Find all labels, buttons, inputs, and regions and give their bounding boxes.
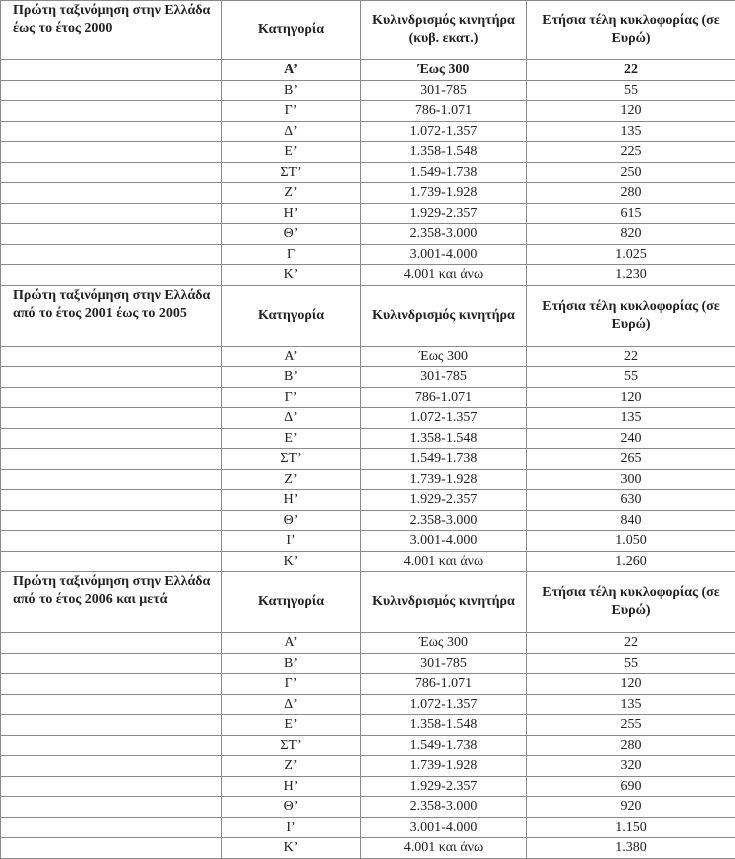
fee-cell: 820 [527,224,735,245]
category-cell: Α’ [222,346,361,367]
engine-cell: 1.929-2.357 [361,776,527,797]
table-row [1,756,735,777]
section-2-engine-header: Κυλινδρισμός κινητήρα [361,285,527,346]
section-1-category-header: Κατηγορία [222,1,361,60]
fee-cell: 280 [527,183,735,204]
empty-cell [1,162,222,183]
fee-cell: 1.260 [527,551,735,572]
empty-cell [1,142,222,163]
category-cell: Η’ [222,490,361,511]
category-cell: Ε’ [222,715,361,736]
fee-cell: 1.025 [527,244,735,265]
fee-cell: 320 [527,756,735,777]
table-row [1,387,735,408]
empty-cell [1,715,222,736]
category-cell: Κ’ [222,838,361,859]
table-row [1,469,735,490]
category-cell: Ι’ [222,531,361,552]
fee-cell: 120 [527,101,735,122]
engine-cell: 1.739-1.928 [361,469,527,490]
table-row [1,694,735,715]
section-2-registration-period-header: Πρώτη ταξινόμηση στην Ελλάδα από το έτος 2001 έως το 2005 [1,285,222,346]
table-row [1,551,735,572]
empty-cell [1,797,222,818]
table-row [1,121,735,142]
fee-cell: 120 [527,387,735,408]
engine-cell: 4.001 και άνω [361,265,527,286]
table-row [1,653,735,674]
engine-cell: Έως 300 [361,346,527,367]
table-row [1,428,735,449]
empty-cell [1,838,222,859]
empty-cell [1,817,222,838]
fee-cell: 630 [527,490,735,511]
table-row [1,510,735,531]
empty-cell [1,469,222,490]
category-cell: Κ’ [222,551,361,572]
table-row [1,674,735,695]
engine-cell: Έως 300 [361,633,527,654]
section-1-engine-header: Κυλινδρισμός κινητήρα (κυβ. εκατ.) [361,1,527,60]
category-cell: ΣΤ’ [222,449,361,470]
empty-cell [1,80,222,101]
category-cell: Γ’ [222,101,361,122]
table-row [1,183,735,204]
table-row [1,60,735,81]
empty-cell [1,121,222,142]
engine-cell: 1.358-1.548 [361,715,527,736]
table-row [1,265,735,286]
engine-cell: 1.072-1.357 [361,408,527,429]
category-cell: Θ’ [222,510,361,531]
table-row [1,490,735,511]
fee-cell: 22 [527,60,735,81]
empty-cell [1,408,222,429]
engine-cell: 1.358-1.548 [361,142,527,163]
empty-cell [1,756,222,777]
engine-cell: 1.072-1.357 [361,121,527,142]
category-cell: Ζ’ [222,756,361,777]
engine-cell: 4.001 και άνω [361,551,527,572]
fee-cell: 255 [527,715,735,736]
fee-cell: 1.230 [527,265,735,286]
category-cell: Θ’ [222,797,361,818]
fee-cell: 615 [527,203,735,224]
empty-cell [1,674,222,695]
category-cell: Ι’ [222,817,361,838]
section-3-category-header: Κατηγορία [222,572,361,633]
category-cell: Δ’ [222,121,361,142]
table-row [1,838,735,859]
table-row [1,244,735,265]
engine-cell: 2.358-3.000 [361,224,527,245]
fee-cell: 120 [527,674,735,695]
section-3-header-row [1,572,735,633]
fee-cell: 240 [527,428,735,449]
category-cell: Θ’ [222,224,361,245]
fee-cell: 250 [527,162,735,183]
engine-cell: 301-785 [361,80,527,101]
fee-cell: 22 [527,346,735,367]
fee-cell: 55 [527,653,735,674]
fee-cell: 300 [527,469,735,490]
category-cell: ΣΤ’ [222,162,361,183]
engine-cell: 1.929-2.357 [361,490,527,511]
empty-cell [1,101,222,122]
table-row [1,224,735,245]
empty-cell [1,490,222,511]
empty-cell [1,694,222,715]
category-cell: Α’ [222,633,361,654]
category-cell: Η’ [222,776,361,797]
fee-cell: 135 [527,121,735,142]
empty-cell [1,183,222,204]
empty-cell [1,60,222,81]
table-row [1,715,735,736]
engine-cell: 1.072-1.357 [361,694,527,715]
section-2-category-header: Κατηγορία [222,285,361,346]
engine-cell: 301-785 [361,653,527,674]
empty-cell [1,735,222,756]
category-cell: Α’ [222,60,361,81]
category-cell: Ε’ [222,428,361,449]
section-1-registration-period-header: Πρώτη ταξινόμηση στην Ελλάδα έως το έτος 2000 [1,1,222,60]
category-cell: Γ [222,244,361,265]
section-3-registration-period-header: Πρώτη ταξινόμηση στην Ελλάδα από το έτος 2006 και μετά [1,572,222,633]
empty-cell [1,428,222,449]
table-row [1,633,735,654]
section-2-fees-header: Ετήσια τέλη κυκλοφορίας (σε Ευρώ) [527,285,735,346]
empty-cell [1,244,222,265]
fee-cell: 690 [527,776,735,797]
section-3-fees-header: Ετήσια τέλη κυκλοφορίας (σε Ευρώ) [527,572,735,633]
empty-cell [1,346,222,367]
category-cell: Ζ’ [222,183,361,204]
category-cell: ΣΤ’ [222,735,361,756]
engine-cell: 1.358-1.548 [361,428,527,449]
category-cell: Ε’ [222,142,361,163]
category-cell: Δ’ [222,408,361,429]
category-cell: Γ’ [222,387,361,408]
fee-cell: 280 [527,735,735,756]
category-cell: Κ’ [222,265,361,286]
engine-cell: Έως 300 [361,60,527,81]
fee-cell: 1.050 [527,531,735,552]
engine-cell: 1.549-1.738 [361,735,527,756]
category-cell: Β’ [222,80,361,101]
section-1-header-row [1,1,735,60]
table-row [1,776,735,797]
engine-cell: 1.739-1.928 [361,183,527,204]
empty-cell [1,551,222,572]
table-row [1,80,735,101]
engine-cell: 1.549-1.738 [361,162,527,183]
table-row [1,735,735,756]
table-row [1,203,735,224]
category-cell: Β’ [222,653,361,674]
table-row [1,817,735,838]
fee-cell: 840 [527,510,735,531]
engine-cell: 786-1.071 [361,387,527,408]
empty-cell [1,203,222,224]
fee-cell: 1.150 [527,817,735,838]
table-row [1,162,735,183]
engine-cell: 786-1.071 [361,674,527,695]
table-row [1,449,735,470]
section-2-header-row [1,285,735,346]
engine-cell: 2.358-3.000 [361,797,527,818]
empty-cell [1,387,222,408]
section-3-engine-header: Κυλινδρισμός κινητήρα [361,572,527,633]
fee-cell: 55 [527,367,735,388]
category-cell: Γ’ [222,674,361,695]
category-cell: Δ’ [222,694,361,715]
fee-cell: 265 [527,449,735,470]
table-row [1,367,735,388]
fee-cell: 135 [527,408,735,429]
section-1-fees-header: Ετήσια τέλη κυκλοφορίας (σε Ευρώ) [527,1,735,60]
engine-cell: 301-785 [361,367,527,388]
empty-cell [1,531,222,552]
empty-cell [1,776,222,797]
fee-cell: 225 [527,142,735,163]
empty-cell [1,449,222,470]
engine-cell: 3.001-4.000 [361,531,527,552]
category-cell: Ζ’ [222,469,361,490]
engine-cell: 1.929-2.357 [361,203,527,224]
fee-cell: 1.380 [527,838,735,859]
table-row [1,531,735,552]
engine-cell: 3.001-4.000 [361,817,527,838]
empty-cell [1,633,222,654]
empty-cell [1,265,222,286]
category-cell: Β’ [222,367,361,388]
category-cell: Η’ [222,203,361,224]
empty-cell [1,653,222,674]
table-row [1,797,735,818]
empty-cell [1,224,222,245]
engine-cell: 4.001 και άνω [361,838,527,859]
engine-cell: 786-1.071 [361,101,527,122]
engine-cell: 1.739-1.928 [361,756,527,777]
table-row [1,101,735,122]
table-row [1,142,735,163]
engine-cell: 2.358-3.000 [361,510,527,531]
fee-cell: 920 [527,797,735,818]
table-row [1,346,735,367]
fee-cell: 55 [527,80,735,101]
empty-cell [1,510,222,531]
road-tax-table-body [1,1,735,859]
empty-cell [1,367,222,388]
table-row [1,408,735,429]
engine-cell: 3.001-4.000 [361,244,527,265]
fee-cell: 22 [527,633,735,654]
engine-cell: 1.549-1.738 [361,449,527,470]
fee-cell: 135 [527,694,735,715]
